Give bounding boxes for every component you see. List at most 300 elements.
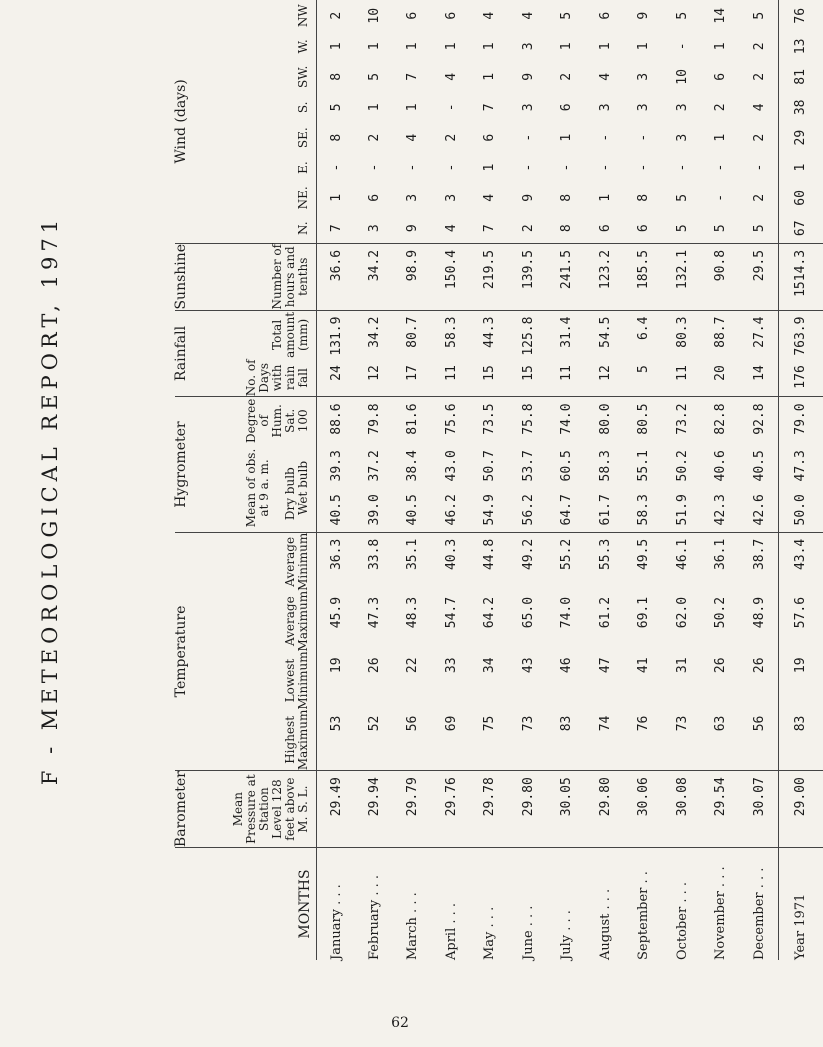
rdays-cell: 20 <box>702 359 741 397</box>
hmax-cell: 52 <box>355 710 394 771</box>
amax-cell: 65.0 <box>520 596 536 629</box>
rdays-cell: 15 <box>509 359 548 397</box>
wind-cell: 38 <box>793 99 809 116</box>
amin-cell: 49.5 <box>636 538 652 571</box>
weather-table <box>175 0 823 960</box>
month-cell: February . . . <box>366 874 382 960</box>
lmin-cell: 19 <box>328 657 344 674</box>
wind-cell: 3 <box>355 214 394 244</box>
amin-cell: 33.8 <box>366 538 382 571</box>
sunshine-hours-header: Number of hours and tenths <box>192 243 317 310</box>
amax-cell: 57.6 <box>793 596 809 629</box>
month-cell: June . . . <box>520 905 536 960</box>
sun-cell: 90.8 <box>702 243 741 310</box>
wind-cell: - <box>328 163 344 172</box>
wind-cell: 9 <box>636 11 652 20</box>
wind-cell: 8 <box>559 193 575 202</box>
amin-cell: 55.2 <box>559 538 575 571</box>
sun-cell: 123.2 <box>586 243 625 310</box>
amax-cell: 64.2 <box>482 596 498 629</box>
pressure-cell: 29.78 <box>471 771 510 848</box>
hum-cell: 80.0 <box>597 403 613 435</box>
wet-cell: 60.5 <box>559 450 575 482</box>
wind-cell: 4 <box>443 72 459 81</box>
wind-cell: 3 <box>520 42 536 51</box>
wind-cell: 3 <box>597 103 613 112</box>
ramt-cell: 44.3 <box>482 316 498 348</box>
pressure-cell: 29.54 <box>702 771 741 848</box>
rdays-cell: 12 <box>586 359 625 397</box>
pressure-cell: 30.06 <box>625 771 664 848</box>
pressure-cell: 29.00 <box>779 771 823 848</box>
wind-cell: 5 <box>328 103 344 112</box>
avg-max-header: Average Maximum <box>283 590 310 652</box>
dry-cell: 61.7 <box>586 488 625 532</box>
hmax-cell: 56 <box>740 710 779 771</box>
hum-cell: 80.5 <box>636 403 652 435</box>
month-cell: October . . . <box>674 881 690 960</box>
pressure-cell: 30.07 <box>740 771 779 848</box>
ramt-cell: 58.3 <box>443 316 459 348</box>
wet-cell: 50.2 <box>674 450 690 482</box>
table-row <box>355 0 394 960</box>
table-row <box>394 0 433 960</box>
hum-cell: 82.8 <box>713 403 729 435</box>
wind-cell: 1 <box>713 133 729 142</box>
group-header-row <box>175 0 192 960</box>
dry-cell: 39.0 <box>355 488 394 532</box>
wind-cell: 1 <box>366 103 382 112</box>
wind-cell: - <box>636 133 652 142</box>
wind-cell: 7 <box>405 72 421 81</box>
wind-cell: 9 <box>520 72 536 81</box>
wind-cell: 1 <box>793 163 809 172</box>
wind-sw-header: SW. <box>296 65 310 88</box>
wind-cell: - <box>713 193 729 202</box>
dry-cell: 42.3 <box>702 488 741 532</box>
sun-cell: 132.1 <box>663 243 702 310</box>
month-cell: May . . . <box>482 906 498 960</box>
wind-cell: 4 <box>432 214 471 244</box>
amin-cell: 46.1 <box>674 538 690 571</box>
table-row <box>702 0 741 960</box>
wind-cell: 1 <box>559 42 575 51</box>
wind-cell: 2 <box>751 72 767 81</box>
wind-cell: 8 <box>636 193 652 202</box>
lmin-cell: 22 <box>405 657 421 674</box>
wind-cell: 1 <box>366 42 382 51</box>
table-row <box>548 0 587 960</box>
amin-cell: 35.1 <box>405 538 421 571</box>
ramt-cell: 88.7 <box>713 316 729 348</box>
table-row <box>509 0 548 960</box>
wind-cell: 1 <box>597 193 613 202</box>
lmin-cell: 26 <box>366 657 382 674</box>
pressure-header: Mean Pressure at Station Level 128 feet above M. S. L. <box>192 771 317 848</box>
wind-cell: 4 <box>482 193 498 202</box>
wind-cell: 4 <box>751 103 767 112</box>
hum-cell: 75.6 <box>443 403 459 435</box>
lmin-cell: 19 <box>793 657 809 674</box>
wet-cell: 50.7 <box>482 450 498 482</box>
ramt-cell: 6.4 <box>636 316 652 341</box>
amax-cell: 61.2 <box>597 596 613 629</box>
column-header-row <box>192 0 317 960</box>
month-cell: July . . . <box>559 910 575 960</box>
dry-cell: 56.2 <box>509 488 548 532</box>
wet-cell: 37.2 <box>366 450 382 482</box>
wind-cell: 2 <box>751 42 767 51</box>
wet-cell: 58.3 <box>597 450 613 482</box>
wet-cell: 55.1 <box>636 450 652 482</box>
rdays-cell: 176 <box>779 359 823 397</box>
rdays-cell: 11 <box>432 359 471 397</box>
pressure-cell: 29.80 <box>586 771 625 848</box>
dry-cell: 64.7 <box>548 488 587 532</box>
wind-cell: - <box>366 163 382 172</box>
rain-days-header: No. of Days with rain fall <box>192 359 317 397</box>
highest-max-header: Highest Maximum <box>192 710 317 771</box>
rdays-cell: 15 <box>471 359 510 397</box>
wind-cell: 60 <box>793 190 809 206</box>
dry-cell: 42.6 <box>740 488 779 532</box>
lowest-min-header: Lowest Minimum <box>283 651 310 710</box>
table-row <box>740 0 779 960</box>
amax-cell: 48.3 <box>405 596 421 629</box>
pressure-cell: 29.76 <box>432 771 471 848</box>
month-cell: August . . . <box>597 888 613 960</box>
wind-cell: 81 <box>793 69 809 85</box>
wind-nw-header: NW <box>296 4 310 28</box>
wet-cell: 47.3 <box>793 450 809 482</box>
month-cell: September . . <box>636 871 652 960</box>
month-cell: January . . . <box>328 884 344 960</box>
wind-cell: 6 <box>559 103 575 112</box>
wind-cell: 9 <box>394 214 433 244</box>
pressure-cell: 30.08 <box>663 771 702 848</box>
month-cell: Year 1971 <box>793 893 809 960</box>
wind-cell: 8 <box>328 72 344 81</box>
wind-cell: 2 <box>751 133 767 142</box>
wind-cell: 76 <box>793 7 809 24</box>
sun-cell: 29.5 <box>740 243 779 310</box>
wind-cell: 4 <box>405 133 421 142</box>
pressure-cell: 29.79 <box>394 771 433 848</box>
wind-cell: 2 <box>328 11 344 20</box>
hmax-cell: 76 <box>625 710 664 771</box>
hum-cell: 73.5 <box>482 403 498 435</box>
wind-cell: 3 <box>636 103 652 112</box>
ramt-cell: 125.8 <box>520 316 536 356</box>
pressure-cell: 29.94 <box>355 771 394 848</box>
ramt-cell: 80.7 <box>405 316 421 348</box>
wind-cell: 2 <box>559 72 575 81</box>
dry-cell: 58.3 <box>625 488 664 532</box>
hmax-cell: 83 <box>779 710 823 771</box>
dry-cell: 51.9 <box>663 488 702 532</box>
ramt-cell: 131.9 <box>328 316 344 356</box>
wind-cell: 2 <box>751 193 767 202</box>
wind-cell: 2 <box>366 133 382 142</box>
ramt-cell: 763.9 <box>793 316 809 356</box>
hum-cell: 75.8 <box>520 403 536 435</box>
amax-cell: 50.2 <box>713 596 729 629</box>
hum-cell: 88.6 <box>328 403 344 435</box>
wind-cell: 10 <box>674 69 690 85</box>
wind-ne-header: NE. <box>296 186 310 210</box>
lmin-cell: 31 <box>674 657 690 674</box>
sun-cell: 219.5 <box>471 243 510 310</box>
rainfall-header: Rainfall <box>175 310 192 397</box>
wind-cell: 1 <box>482 163 498 172</box>
wind-w-header: W. <box>296 39 310 54</box>
lmin-cell: 47 <box>597 657 613 674</box>
wind-cell: 3 <box>636 72 652 81</box>
mean-obs-header <box>192 444 317 532</box>
wet-cell: 40.6 <box>713 450 729 482</box>
hmax-cell: 83 <box>548 710 587 771</box>
sun-cell: 185.5 <box>625 243 664 310</box>
wind-cell: 6 <box>366 193 382 202</box>
amin-cell: 36.1 <box>713 538 729 571</box>
wind-cell: 1 <box>405 42 421 51</box>
wind-cell: 7 <box>482 103 498 112</box>
ramt-cell: 54.5 <box>597 316 613 348</box>
wind-cell: 1 <box>405 103 421 112</box>
wind-cell: 67 <box>779 214 823 244</box>
pressure-cell: 30.05 <box>548 771 587 848</box>
ramt-cell: 31.4 <box>559 316 575 348</box>
dry-cell: 54.9 <box>471 488 510 532</box>
wind-cell: - <box>443 163 459 172</box>
sun-cell: 1514.3 <box>779 243 823 310</box>
table-row <box>471 0 510 960</box>
wind-cell: 10 <box>366 7 382 24</box>
total-amount-header: Total amount (mm) <box>270 311 310 358</box>
wind-cell: 1 <box>482 42 498 51</box>
wet-cell: 39.3 <box>328 450 344 482</box>
wind-cell: 1 <box>328 42 344 51</box>
wind-cell: 1 <box>559 133 575 142</box>
wind-cell: 5 <box>740 214 779 244</box>
hum-cell: 74.0 <box>559 403 575 435</box>
amax-cell: 74.0 <box>559 596 575 629</box>
wind-header: Wind (days) <box>175 0 192 243</box>
amin-cell: 43.4 <box>793 538 809 571</box>
wind-cell: - <box>597 133 613 142</box>
wind-cell: 4 <box>482 11 498 20</box>
hum-cell: 92.8 <box>751 403 767 435</box>
wind-e-header: E. <box>296 161 310 174</box>
wind-cell: - <box>559 163 575 172</box>
wind-cell: 13 <box>793 38 809 55</box>
amax-cell: 45.9 <box>328 596 344 629</box>
hum-cell: 73.2 <box>674 403 690 435</box>
sun-cell: 150.4 <box>432 243 471 310</box>
amax-cell: 47.3 <box>366 596 382 629</box>
wind-cell: 7 <box>317 214 356 244</box>
wind-cell: 1 <box>443 42 459 51</box>
amin-cell: 36.3 <box>328 538 344 571</box>
pressure-cell: 29.49 <box>317 771 356 848</box>
hmax-cell: 75 <box>471 710 510 771</box>
wind-cell: 29 <box>793 129 809 146</box>
wind-cell: - <box>713 163 729 172</box>
wind-cell: 6 <box>482 133 498 142</box>
amin-cell: 40.3 <box>443 538 459 571</box>
wind-cell: - <box>520 133 536 142</box>
wind-cell: - <box>636 163 652 172</box>
hmax-cell: 69 <box>432 710 471 771</box>
wet-cell: 43.0 <box>443 450 459 482</box>
wind-s-header: S. <box>296 101 310 114</box>
rdays-cell: 11 <box>548 359 587 397</box>
rdays-cell: 24 <box>317 359 356 397</box>
hmax-cell: 53 <box>317 710 356 771</box>
wet-bulb-label: Wet bulb <box>296 460 310 515</box>
wind-cell: 2 <box>443 133 459 142</box>
hygrometer-header: Hygrometer <box>175 397 192 532</box>
rdays-cell: 17 <box>394 359 433 397</box>
lmin-cell: 46 <box>559 657 575 674</box>
hmax-cell: 73 <box>663 710 702 771</box>
wind-cell: - <box>751 163 767 172</box>
page-number: 62 <box>391 1015 409 1031</box>
wind-cell: 3 <box>405 193 421 202</box>
wind-n-header: N. <box>192 214 317 244</box>
lmin-cell: 26 <box>751 657 767 674</box>
sunshine-header: Sunshine <box>175 243 192 310</box>
wind-cell: 3 <box>443 193 459 202</box>
hmax-cell: 56 <box>394 710 433 771</box>
sun-cell: 98.9 <box>394 243 433 310</box>
lmin-cell: 33 <box>443 657 459 674</box>
sun-cell: 36.6 <box>317 243 356 310</box>
table-row <box>625 0 664 960</box>
amax-cell: 48.9 <box>751 596 767 629</box>
lmin-cell: 41 <box>636 657 652 674</box>
wind-cell: 4 <box>597 72 613 81</box>
table-row <box>432 0 471 960</box>
dry-cell: 50.0 <box>779 488 823 532</box>
amin-cell: 38.7 <box>751 538 767 571</box>
wind-cell: 5 <box>674 193 690 202</box>
wind-cell: 8 <box>328 133 344 142</box>
dry-bulb-label: Dry bulb <box>283 467 297 521</box>
wind-cell: 3 <box>674 133 690 142</box>
wind-cell: 5 <box>702 214 741 244</box>
temperature-header: Temperature <box>175 532 192 770</box>
wet-cell: 53.7 <box>520 450 536 482</box>
table-body <box>317 0 823 960</box>
wind-cell: 5 <box>559 11 575 20</box>
wind-cell: 9 <box>520 193 536 202</box>
wind-cell: - <box>597 163 613 172</box>
pressure-cell: 29.80 <box>509 771 548 848</box>
wind-cell: 6 <box>405 11 421 20</box>
wet-cell: 40.5 <box>751 450 767 482</box>
wind-cell: 2 <box>509 214 548 244</box>
sun-cell: 139.5 <box>509 243 548 310</box>
hmax-cell: 73 <box>509 710 548 771</box>
wind-cell: 14 <box>713 7 729 24</box>
wind-cell: 5 <box>366 72 382 81</box>
hmax-cell: 74 <box>586 710 625 771</box>
barometer-header: Barometer <box>175 771 192 848</box>
wind-cell: - <box>674 42 690 51</box>
sun-cell: 241.5 <box>548 243 587 310</box>
rdays-cell: 12 <box>355 359 394 397</box>
amin-cell: 49.2 <box>520 538 536 571</box>
hum-cell: 79.8 <box>366 403 382 435</box>
table-row <box>779 0 823 960</box>
amin-cell: 55.3 <box>597 538 613 571</box>
months-header: MONTHS <box>297 869 313 939</box>
sun-cell: 34.2 <box>355 243 394 310</box>
wind-cell: 6 <box>625 214 664 244</box>
lmin-cell: 43 <box>520 657 536 674</box>
dry-cell: 46.2 <box>432 488 471 532</box>
wind-cell: 6 <box>597 11 613 20</box>
table-row <box>663 0 702 960</box>
rdays-cell: 5 <box>625 359 664 397</box>
month-cell: December . . . <box>751 867 767 960</box>
wind-cell: 8 <box>548 214 587 244</box>
amax-cell: 54.7 <box>443 596 459 629</box>
hmax-cell: 63 <box>702 710 741 771</box>
wind-cell: 6 <box>713 72 729 81</box>
rdays-cell: 14 <box>740 359 779 397</box>
wind-cell: 2 <box>713 103 729 112</box>
table-row <box>586 0 625 960</box>
wind-cell: 1 <box>597 42 613 51</box>
wind-cell: 6 <box>586 214 625 244</box>
wind-cell: 7 <box>471 214 510 244</box>
report-header: F - METEOROLOGICAL REPORT, 1971 <box>38 214 62 786</box>
wind-cell: - <box>520 163 536 172</box>
rdays-cell: 11 <box>663 359 702 397</box>
dry-cell: 40.5 <box>394 488 433 532</box>
wind-cell: - <box>443 103 459 112</box>
wind-cell: - <box>405 163 421 172</box>
wind-cell: 5 <box>751 11 767 20</box>
month-cell: April . . . <box>443 902 459 960</box>
amax-cell: 62.0 <box>674 596 690 629</box>
amax-cell: 69.1 <box>636 596 652 629</box>
wet-cell: 38.4 <box>405 450 421 482</box>
avg-min-header: Average Minimum <box>283 532 310 591</box>
lmin-cell: 34 <box>482 657 498 674</box>
month-cell: March . . . <box>405 892 421 960</box>
hum-cell: 81.6 <box>405 403 421 435</box>
month-cell: November . . . <box>713 866 729 960</box>
humidity-header: Degree of Hum. Sat. 100 <box>244 398 310 443</box>
wind-cell: 3 <box>674 103 690 112</box>
lmin-cell: 26 <box>713 657 729 674</box>
wind-cell: - <box>674 163 690 172</box>
wind-cell: 1 <box>713 42 729 51</box>
table-row <box>317 0 356 960</box>
amin-cell: 44.8 <box>482 538 498 571</box>
hum-cell: 79.0 <box>793 403 809 435</box>
wind-cell: 1 <box>328 193 344 202</box>
ramt-cell: 34.2 <box>366 316 382 348</box>
wind-cell: 5 <box>674 11 690 20</box>
wind-cell: 1 <box>636 42 652 51</box>
wind-cell: 4 <box>520 11 536 20</box>
wind-cell: 5 <box>663 214 702 244</box>
wind-cell: 3 <box>520 103 536 112</box>
